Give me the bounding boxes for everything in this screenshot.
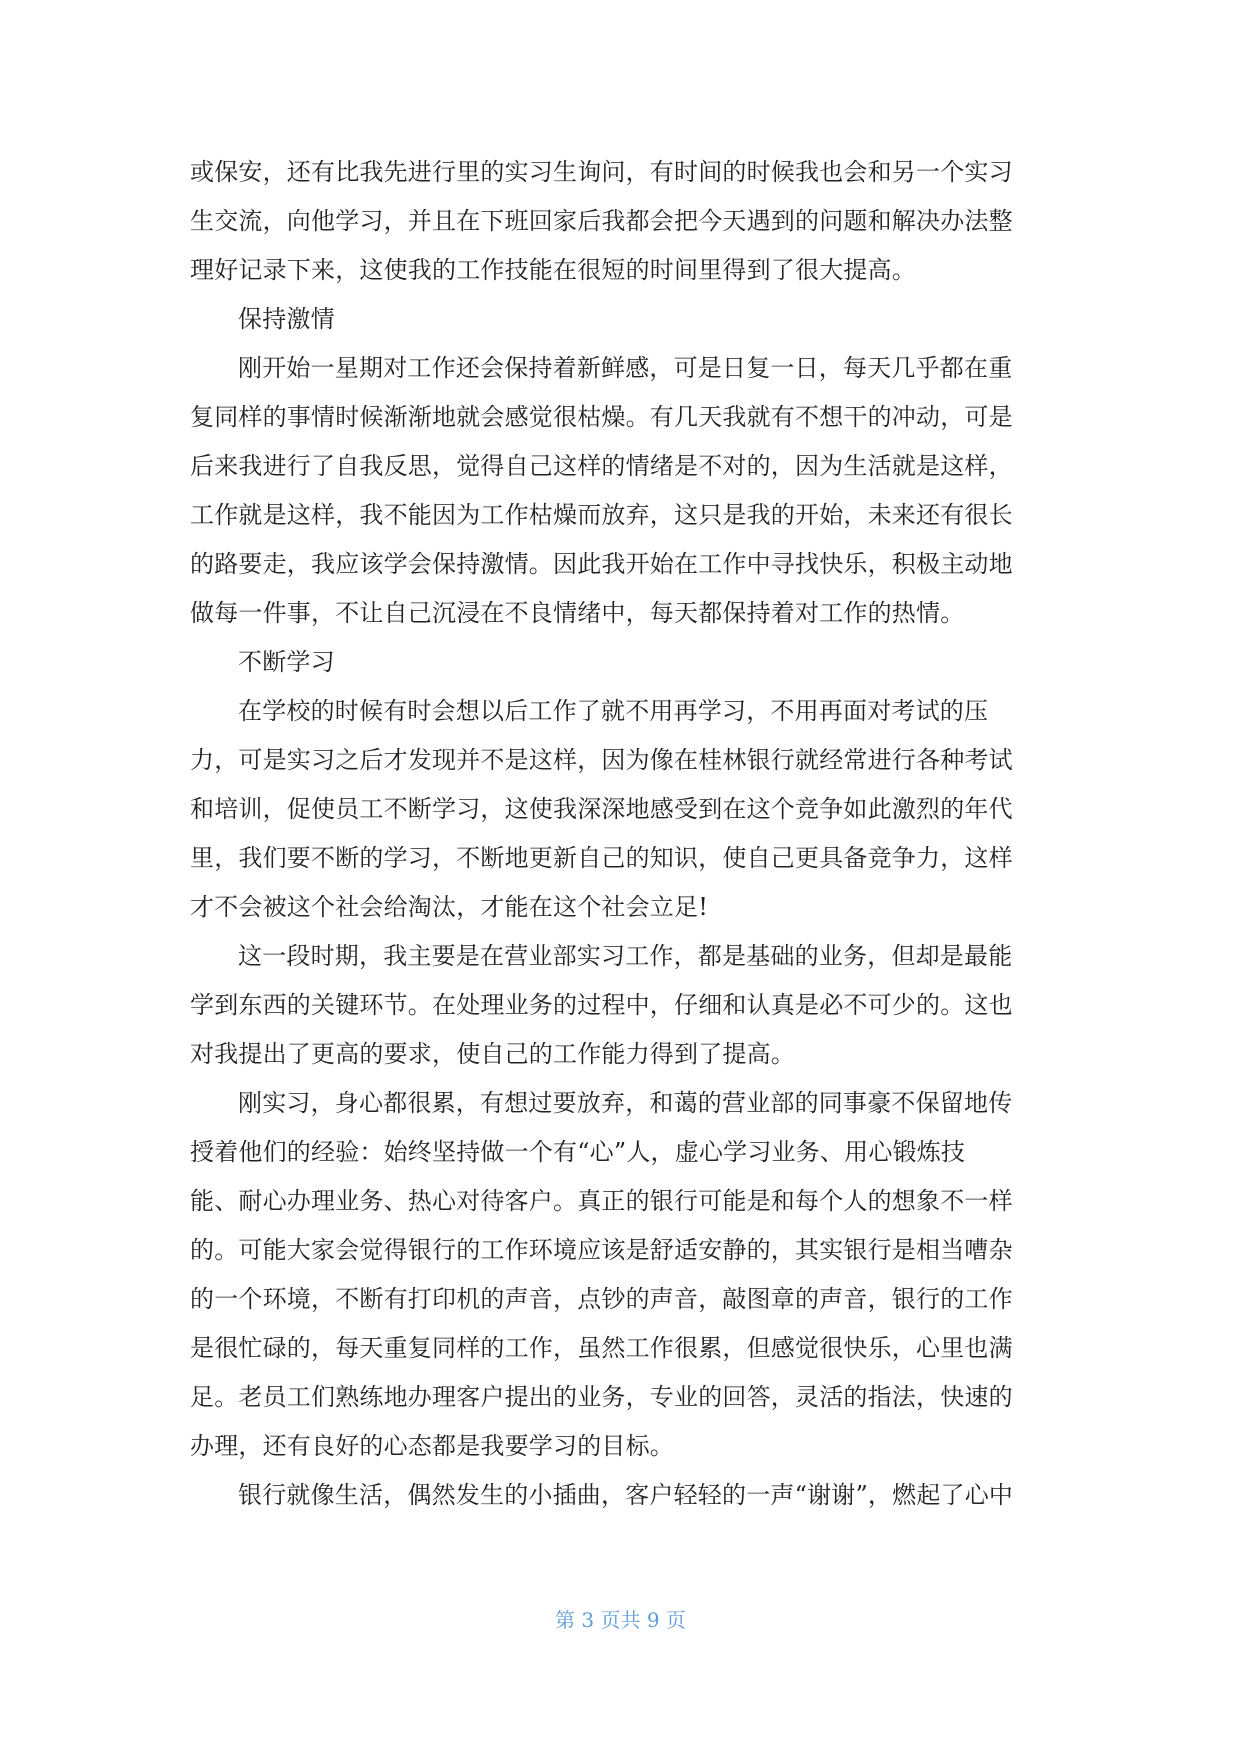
text-line: 办理，还有良好的心态都是我要学习的目标。: [190, 1432, 674, 1460]
text-line: 后来我进行了自我反思，觉得自己这样的情绪是不对的，因为生活就是这样，: [190, 452, 1013, 480]
text-line: 这一段时期，我主要是在营业部实习工作，都是基础的业务，但却是最能: [238, 942, 1013, 970]
text-line: 的路要走，我应该学会保持激情。因此我开始在工作中寻找快乐，积极主动地: [190, 550, 1013, 578]
text-line: 对我提出了更高的要求，使自己的工作能力得到了提高。: [190, 1040, 795, 1068]
text-line: 里，我们要不断的学习，不断地更新自己的知识，使自己更具备竞争力，这样: [190, 844, 1013, 872]
text-line: 学到东西的关键环节。在处理业务的过程中，仔细和认真是必不可少的。这也: [190, 991, 1013, 1019]
text-line: 银行就像生活，偶然发生的小插曲，客户轻轻的一声“谢谢”，燃起了心中: [238, 1481, 1014, 1509]
text-line: 的一个环境，不断有打印机的声音，点钞的声音，敲图章的声音，银行的工作: [190, 1285, 1013, 1313]
text-line: 在学校的时候有时会想以后工作了就不用再学习，不用再面对考试的压: [238, 697, 989, 725]
text-line: 复同样的事情时候渐渐地就会感觉很枯燥。有几天我就有不想干的冲动，可是: [190, 403, 1013, 431]
page-number: 第 3 页共 9 页: [555, 1608, 686, 1632]
text-line: 工作就是这样，我不能因为工作枯燥而放弃，这只是我的开始，未来还有很长: [190, 501, 1013, 529]
text-line: 刚开始一星期对工作还会保持着新鲜感，可是日复一日，每天几乎都在重: [238, 354, 1013, 382]
text-line: 或保安，还有比我先进行里的实习生询问，有时间的时候我也会和另一个实习: [190, 158, 1013, 186]
text-line: 授着他们的经验：始终坚持做一个有“心”人，虚心学习业务、用心锻炼技: [190, 1138, 966, 1166]
text-line: 力，可是实习之后才发现并不是这样，因为像在桂林银行就经常进行各种考试: [190, 746, 1013, 774]
text-line: 能、耐心办理业务、热心对待客户。真正的银行可能是和每个人的想象不一样: [190, 1187, 1013, 1215]
text-line: 做每一件事，不让自己沉浸在不良情绪中，每天都保持着对工作的热情。: [190, 599, 965, 627]
section-heading: 不断学习: [238, 648, 335, 676]
text-line: 刚实习，身心都很累，有想过要放弃，和蔼的营业部的同事豪不保留地传: [238, 1089, 1013, 1117]
text-line: 和培训，促使员工不断学习，这使我深深地感受到在这个竞争如此激烈的年代: [190, 795, 1013, 823]
text-line: 理好记录下来，这使我的工作技能在很短的时间里得到了很大提高。: [190, 256, 916, 284]
section-heading: 保持激情: [238, 305, 335, 333]
text-line: 才不会被这个社会给淘汰，才能在这个社会立足!: [190, 893, 709, 921]
text-line: 是很忙碌的，每天重复同样的工作，虽然工作很累，但感觉很快乐，心里也满: [190, 1334, 1013, 1362]
text-line: 生交流，向他学习，并且在下班回家后我都会把今天遇到的问题和解决办法整: [190, 207, 1013, 235]
text-line: 的。可能大家会觉得银行的工作环境应该是舒适安静的，其实银行是相当嘈杂: [190, 1236, 1013, 1264]
text-line: 足。老员工们熟练地办理客户提出的业务，专业的回答，灵活的指法，快速的: [190, 1383, 1013, 1411]
